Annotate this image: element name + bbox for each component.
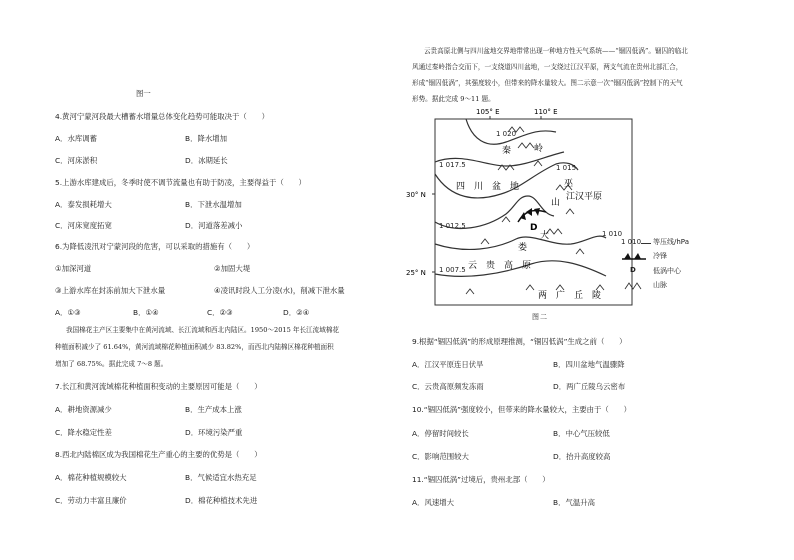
q6-option-d: D．②④ bbox=[283, 308, 310, 317]
question-8-stem: 8.西北内陆棉区成为我国棉花生产重心的主要的优势是（ ） bbox=[55, 450, 262, 459]
q6-statement-1: ①加深河道 bbox=[55, 264, 92, 273]
legend-isobar-line-icon bbox=[641, 243, 651, 244]
isobar-label-1017-5: 1 017.5 bbox=[439, 161, 466, 169]
isobar-label-1012-5: 1 012.5 bbox=[439, 222, 466, 230]
question-9-stem: 9.根据“锢囚低涡”的形成原理推测，“锢囚低涡”生成之前（ ） bbox=[412, 337, 627, 346]
q7-option-d: D．环境污染严重 bbox=[185, 428, 243, 437]
q4-option-c: C．河床淤积 bbox=[55, 156, 98, 165]
q11-option-a: A．风速增大 bbox=[412, 498, 455, 507]
passage-line-3: 增加了 68.75%。据此完成 7～8 题。 bbox=[55, 360, 168, 368]
legend-low-symbol: D bbox=[630, 266, 636, 274]
q9-option-b: B．四川盆地气温骤降 bbox=[553, 360, 625, 369]
q5-option-b: B．下泄水温增加 bbox=[185, 200, 242, 209]
q5-option-d: D．河道落差减小 bbox=[185, 221, 243, 230]
q4-option-a: A．水库调蓄 bbox=[55, 134, 98, 143]
intro-line-3: 形成“锢囚低涡”，其强度较小，但带来的降水量较大。图二示意一次“锢囚低涡”控制下的天气 bbox=[412, 79, 683, 87]
legend-mountain-label: 山脉 bbox=[653, 281, 667, 289]
label-yungui-plateau: 云 贵 高 原 bbox=[468, 261, 532, 271]
isobar-label-1015: 1 015 bbox=[556, 164, 577, 172]
label-qin: 秦 bbox=[502, 146, 512, 156]
q10-option-c: C．影响范围较大 bbox=[412, 452, 469, 461]
figure-1-caption: 图一 bbox=[136, 89, 151, 98]
legend-isobar-label: 等压线/hPa bbox=[653, 238, 689, 246]
label-liangguang-hills: 两 广 丘 陵 bbox=[538, 291, 602, 301]
isobar-label-1007-5: 1 007.5 bbox=[439, 266, 466, 274]
label-shan: 山 bbox=[551, 198, 561, 208]
passage-line-1: 我国棉花主产区主要集中在黄河流域、长江流域和西北内陆区。1950～2015 年长江流域棉花 bbox=[66, 326, 340, 334]
label-lou: 娄 bbox=[518, 243, 528, 253]
label-jianghan-plain: 江汉平原 bbox=[566, 192, 603, 202]
q5-option-c: C．河床宽度拓宽 bbox=[55, 221, 112, 230]
q10-option-d: D．抬升高度较高 bbox=[553, 452, 611, 461]
intro-line-4: 形势。据此完成 9～11 题。 bbox=[412, 95, 495, 103]
legend-low-center-label: 低涡中心 bbox=[653, 267, 681, 275]
figure-2-caption: 图二 bbox=[532, 313, 548, 321]
cold-front-legend-icon bbox=[622, 251, 646, 261]
q9-option-d: D．两广丘陵乌云密布 bbox=[553, 382, 626, 391]
q6-option-c: C．②③ bbox=[207, 308, 233, 317]
lon-105-label: 105° E bbox=[476, 108, 500, 116]
q6-statement-3: ③上游水库在封冻前加大下泄水量 bbox=[55, 286, 166, 295]
q6-statement-2: ②加固大堤 bbox=[214, 264, 251, 273]
q8-option-d: D．棉花种植技术先进 bbox=[185, 496, 258, 505]
weather-map bbox=[406, 104, 746, 314]
intro-line-1: 云贵高原北侧与四川盆地交界地带常出现一种地方性天气系统——“锢囚低涡”。锢囚的临北 bbox=[424, 47, 688, 55]
q7-option-c: C．降水稳定性差 bbox=[55, 428, 112, 437]
legend-cold-front-label: 冷锋 bbox=[653, 252, 667, 260]
q6-option-a: A．①③ bbox=[55, 308, 81, 317]
q7-option-a: A．耕地资源减少 bbox=[55, 405, 112, 414]
q7-option-b: B．生产成本上涨 bbox=[185, 405, 242, 414]
q8-option-c: C．劳动力丰富且廉价 bbox=[55, 496, 127, 505]
question-4-stem: 4.黄河宁蒙河段最大槽蓄水增量总体变化趋势可能取决于（ ） bbox=[55, 112, 269, 121]
q5-option-a: A．泰发损耗增大 bbox=[55, 200, 112, 209]
label-wu: 巫 bbox=[564, 179, 574, 189]
q4-option-b: B．降水增加 bbox=[185, 134, 228, 143]
label-ling: 岭 bbox=[534, 144, 544, 154]
isobar-label-1020: 1 020 bbox=[496, 130, 517, 138]
intro-line-2: 风通过秦岭指合交而下，一支绕道四川盆地，一支绕过江汉平原，两支气流在贵州北部汇合， bbox=[412, 63, 683, 71]
lon-110-label: 110° E bbox=[534, 108, 558, 116]
q6-statement-4: ④凌讯时段人工分凌(水)，削减下泄水量 bbox=[214, 286, 345, 295]
q10-option-b: B．中心气压较低 bbox=[553, 429, 610, 438]
question-10-stem: 10.“锢囚低涡”强度较小，但带来的降水量较大，主要由于（ ） bbox=[412, 405, 631, 414]
isobar-label-1010: 1 010 bbox=[602, 230, 623, 238]
question-11-stem: 11.“锢囚低涡”过境后，贵州北部（ ） bbox=[412, 475, 550, 484]
label-sichuan-basin: 四 川 盆 地 bbox=[456, 182, 520, 192]
q8-option-b: B．气候适宜水热充足 bbox=[185, 473, 257, 482]
low-center-d: D bbox=[530, 223, 538, 233]
label-da: 大 bbox=[540, 231, 550, 241]
lat-25-label: 25° N bbox=[406, 269, 426, 277]
mountain-legend-icon bbox=[624, 280, 644, 290]
q11-option-b: B．气温升高 bbox=[553, 498, 596, 507]
q8-option-a: A．棉花种植规模较大 bbox=[55, 473, 127, 482]
lat-30-label: 30° N bbox=[406, 191, 426, 199]
cold-front bbox=[518, 208, 546, 222]
q10-option-a: A．停留时间较长 bbox=[412, 429, 469, 438]
q9-option-c: C．云贵高原频发冻雨 bbox=[412, 382, 484, 391]
q9-option-a: A．江汉平原连日伏旱 bbox=[412, 360, 484, 369]
legend-isobar-value: 1 010 bbox=[621, 238, 642, 246]
question-5-stem: 5.上游水库建成后，冬季时使不调节流量也有助于防凌，主要得益于（ ） bbox=[55, 178, 306, 187]
question-6-stem: 6.为降低凌汛对宁蒙河段的危害，可以采取的措施有（ ） bbox=[55, 242, 255, 251]
q4-option-d: D．冰期延长 bbox=[185, 156, 228, 165]
q6-option-b: B．①④ bbox=[133, 308, 159, 317]
question-7-stem: 7.长江和黄河流域棉花种植面积变动的主要原因可能是（ ） bbox=[55, 382, 262, 391]
passage-line-2: 种植面积减少了 61.64%，黄河流域棉花种植面积减少 83.82%，而西北内陆棉区棉花种植面积 bbox=[55, 343, 334, 351]
